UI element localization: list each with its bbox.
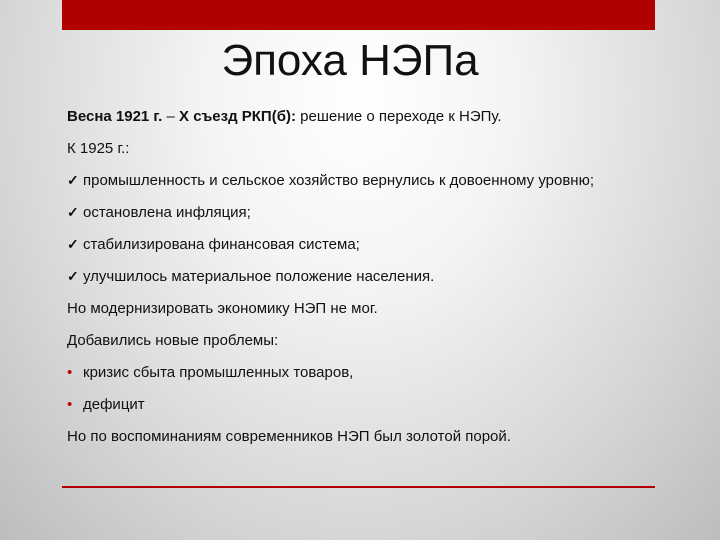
check-item-text: стабилизирована финансовая система; <box>83 236 360 253</box>
checkmark-icon: ✓ <box>67 172 79 188</box>
check-item-3 <box>67 234 649 255</box>
bullet-item-1 <box>67 362 649 383</box>
checkmark-icon: ✓ <box>67 204 79 220</box>
red-bullet-icon: • <box>67 364 73 381</box>
bullet-item-2 <box>67 394 649 415</box>
red-bullet-icon: • <box>67 396 73 413</box>
check-item-4 <box>67 266 649 287</box>
intro-date: Весна 1921 г. <box>67 108 163 125</box>
check-item-text: остановлена инфляция; <box>83 204 251 221</box>
intro-decision: решение о переходе к НЭПу. <box>295 108 502 125</box>
check-item-2 <box>67 202 649 223</box>
check-item-text: улучшилось материальное положение населения. <box>83 268 435 285</box>
modernize-line: Но модернизировать экономику НЭП не мог. <box>67 300 378 317</box>
check-item-text: промышленность и сельское хозяйство вернулись к довоенному уровню; <box>83 172 595 189</box>
closing-line: Но по воспоминаниям современников НЭП был золотой порой. <box>67 428 511 445</box>
checkmark-icon: ✓ <box>67 268 79 284</box>
slide-content <box>67 106 649 458</box>
bullet-item-text: кризис сбыта промышленных товаров, <box>83 364 354 381</box>
top-accent-bar <box>62 0 655 30</box>
bullet-item-text: дефицит <box>83 396 145 413</box>
year-line: К 1925 г.: <box>67 140 130 157</box>
check-item-1 <box>67 170 649 191</box>
problems-line: Добавились новые проблемы: <box>67 332 279 349</box>
intro-dash: – <box>162 108 180 125</box>
intro-congress: X съезд РКП(б): <box>179 108 296 125</box>
slide-title: Эпоха НЭПа <box>221 36 479 85</box>
checkmark-icon: ✓ <box>67 236 79 252</box>
bottom-divider <box>62 486 655 488</box>
intro-line <box>67 106 649 127</box>
